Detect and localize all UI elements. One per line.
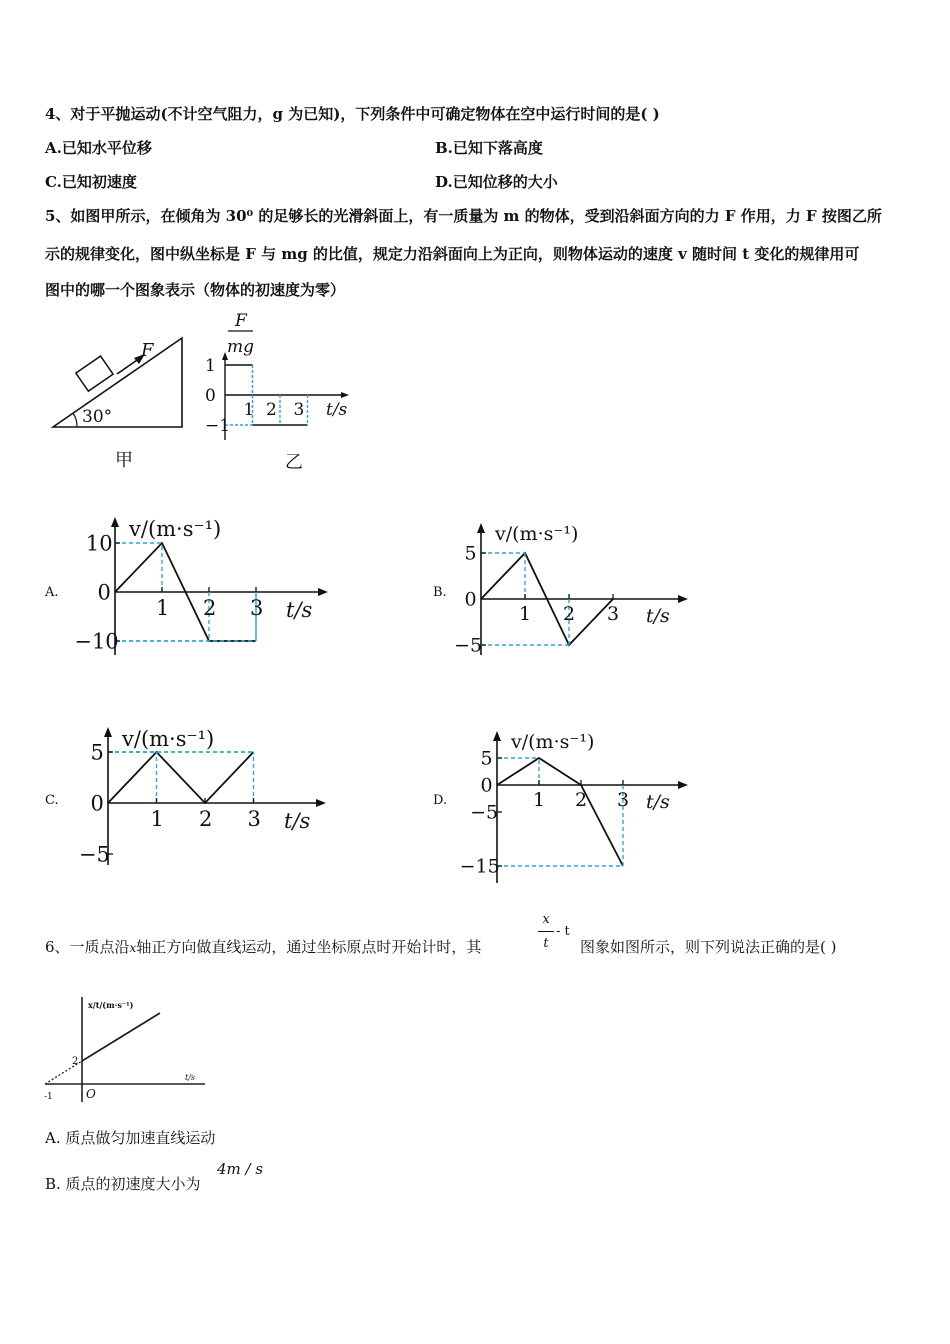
y-axis-arrow [477,523,485,533]
q6-y-intercept: 2 [72,1056,79,1067]
q6-x-intercept: -1 [44,1092,53,1102]
y-tick-label: −5 [78,842,110,867]
x-tick-label: 3 [293,400,305,420]
y-axis-arrow [111,517,119,527]
q5-stem-line-2: 示的规律变化，图中纵坐标是 F 与 mg 的比值，规定力沿斜面向上为正向，则物体运动的速度 v 随时间 t 变化的规律用可 [45,245,860,263]
y-axis-label: v/(m·s⁻¹) [129,517,222,541]
angle-label: 30° [82,407,113,427]
q6-stem-post: 图象如图所示，则下列说法正确的是( ) [580,938,837,956]
y-tick-label: 0 [97,580,111,605]
q6-y-label: x/t/(m·s⁻¹) [88,1000,134,1010]
x-axis-label: t/s [646,605,670,627]
y-tick-label: −1 [205,416,231,436]
y-tick-label: 1 [205,356,216,376]
x-tick-label: 3 [247,807,261,831]
x-axis-arrow [341,392,349,398]
q6-stem [45,936,481,957]
y-axis-label: v/(m·s⁻¹) [495,523,579,545]
y-tick-label: 5 [464,542,477,565]
y-tick-label: 0 [90,791,104,816]
x-axis-arrow [678,595,688,603]
q6-data-line [82,1013,160,1061]
q4-option-d: D.已知位移的大小 [435,173,558,191]
block-on-incline [76,356,113,391]
x-tick-label: 3 [617,789,630,811]
y-tick-label: −5 [454,634,483,657]
y-axis-arrow [493,731,501,741]
x-tick-label: 3 [250,596,264,620]
option-c-label: C. [45,793,59,808]
x-axis-arrow [318,588,328,596]
y-tick-label: 0 [205,386,216,406]
q6-xt-graph [40,992,210,1107]
q4-option-c: C.已知初速度 [45,173,137,191]
x-tick-label: 2 [203,596,217,620]
y-axis-label: v/(m·s⁻¹) [122,727,215,751]
force-label: F [141,340,154,361]
x-tick-label: 1 [243,400,255,420]
x-axis-label: t/s [646,791,670,813]
velocity-line [497,758,623,866]
option-a-graph [65,505,335,670]
y-tick-label: −5 [470,801,499,824]
q5-stem-line-3: 图中的哪一个图象表示（物体的初速度为零） [45,281,346,299]
q5-stem-line-1: 5、如图甲所示，在倾角为 30⁰ 的足够长的光滑斜面上，有一质量为 m 的物体，受到沿斜面方向的力 F 作用，力 F 按图乙所 [45,207,882,225]
q6-x-label: t/s [185,1073,196,1082]
y-tick-label: 0 [480,774,493,797]
y-tick-label: 10 [85,531,113,556]
x-axis-arrow [678,781,688,789]
option-d-label: D. [433,793,448,808]
y-axis-arrow [104,727,112,737]
incline-triangle [53,338,182,427]
y-tick-label: 5 [480,747,493,770]
q4-stem: 4、对于平抛运动(不计空气阻力，g 为已知)，下列条件中可确定物体在空中运行时间的是( ) [45,105,660,123]
x-axis-label: t/s [286,598,313,622]
incline-figure [45,330,195,470]
x-axis-label: t/s [284,809,311,833]
option-c-graph [70,715,330,875]
q6-origin: O [86,1087,96,1101]
y-tick-label: −15 [459,855,500,878]
x-axis-label: t/s [326,400,348,420]
y-tick-label: 0 [464,588,477,611]
x-tick-label: 2 [563,603,576,625]
q6-option-a: A. 质点做匀加速直线运动 [45,1129,216,1147]
x-tick-label: 1 [150,807,164,831]
y-axis-denominator: mg [227,337,255,357]
angle-arc [73,413,77,427]
q6-frac-num: x [542,912,550,927]
velocity-line [108,752,254,803]
q4-option-a: A.已知水平位移 [45,139,152,157]
option-b-graph [450,515,690,665]
q4-option-b: B.已知下落高度 [435,139,543,157]
fig-yi-caption: 乙 [285,452,303,473]
force-ratio-chart [195,312,360,472]
q6-option-b-value: 4m / s [217,1160,264,1178]
q6-frac-tail: - t [556,924,570,939]
x-tick-label: 2 [199,807,213,831]
q6-axis-variable: x [129,941,137,955]
y-tick-label: −10 [74,629,119,654]
y-axis-label: v/(m·s⁻¹) [511,731,595,753]
fig-jia-caption: 甲 [115,450,133,471]
q6-option-b: B. 质点的初速度大小为 [45,1175,201,1193]
x-tick-label: 1 [533,789,546,811]
x-tick-label: 2 [575,789,588,811]
x-tick-label: 2 [266,400,277,420]
x-tick-label: 1 [156,596,170,620]
option-a-label: A. [45,585,59,600]
y-tick-label: 5 [90,740,104,765]
x-axis-arrow [316,799,326,807]
q6-stem-pre: 6、一质点沿 [45,938,130,956]
q6-frac-den: t [543,936,549,951]
option-b-label: B. [433,585,447,600]
q6-stem-mid: 轴正方向做直线运动，通过坐标原点时开始计时，其 [136,938,482,956]
x-tick-label: 3 [607,603,620,625]
y-axis-numerator: F [235,311,247,331]
x-tick-label: 1 [519,603,532,625]
option-d-graph [450,725,690,890]
q6-frac-bar [538,931,554,932]
